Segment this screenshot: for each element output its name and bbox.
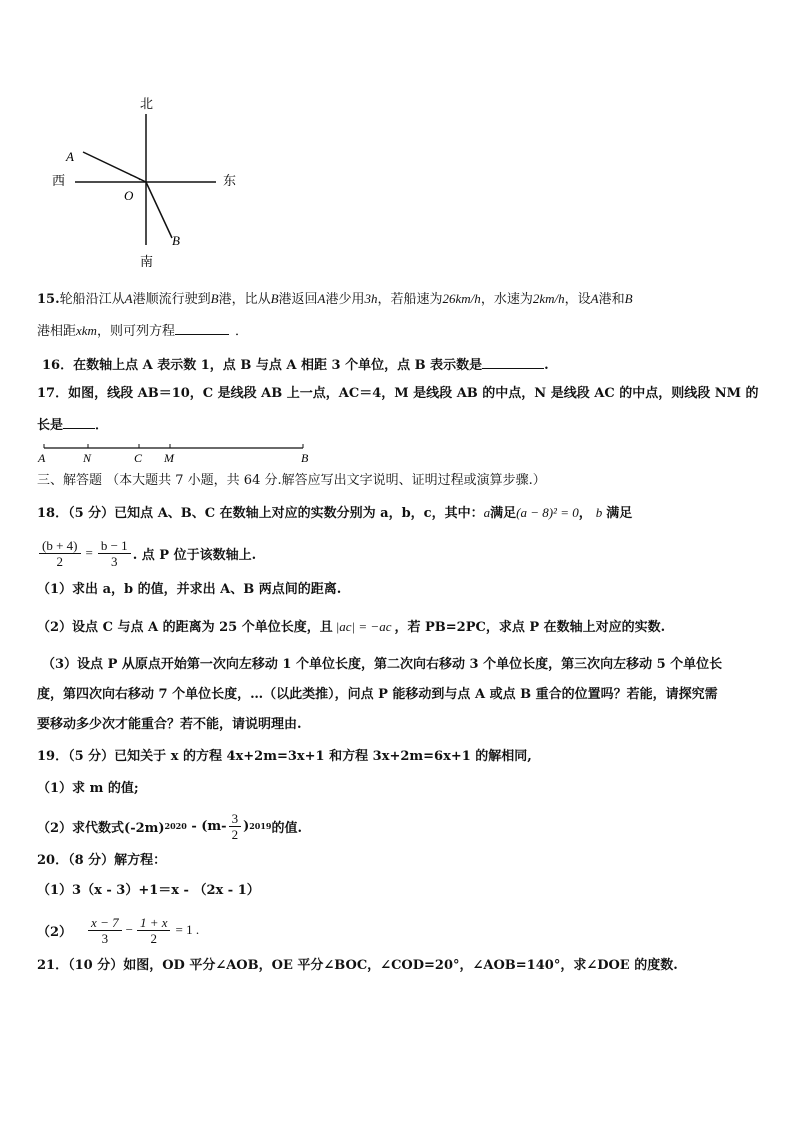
fraction-denominator: 2 bbox=[56, 553, 63, 569]
q20-label: （2） bbox=[37, 924, 73, 940]
q18-sub3-line2 bbox=[37, 685, 718, 705]
point-a-label: A bbox=[66, 149, 74, 164]
q20-fraction-1 bbox=[88, 915, 122, 946]
q19-text: - (m- bbox=[186, 818, 227, 834]
compass-figure bbox=[40, 90, 260, 270]
q20-line1 bbox=[37, 851, 166, 871]
q15-var: B bbox=[624, 291, 633, 306]
equals-sign: = bbox=[85, 545, 93, 560]
q19-text: 的值. bbox=[271, 820, 303, 836]
fraction-denominator: 3 bbox=[111, 553, 118, 569]
q15-text: 轮船沿江从 bbox=[59, 292, 125, 307]
q15-time: 3h bbox=[364, 291, 378, 306]
q17-line2 bbox=[37, 414, 108, 436]
q18-sub1-text: （1）求出 a，b 的值，并求出 A、B 两点间的距离. bbox=[37, 582, 342, 597]
q15-var: A bbox=[124, 291, 133, 306]
q18-text: 满足 bbox=[490, 506, 517, 521]
q15-var: B bbox=[270, 291, 279, 306]
q17-tail: ． bbox=[95, 418, 109, 433]
q15-text: ，若船速为 bbox=[377, 292, 443, 307]
q19-sub1 bbox=[37, 779, 139, 799]
q20-sub1-text: （1）3（x - 3）+1＝x - （2x - 1） bbox=[37, 883, 260, 898]
q20-sub2 bbox=[37, 910, 199, 950]
q18-line1 bbox=[37, 503, 632, 524]
q18-expression: (a − 8)² = 0 bbox=[516, 505, 579, 520]
q15-text: ，设 bbox=[564, 292, 591, 307]
q18-text: . 点 P 位于该数轴上. bbox=[132, 547, 257, 563]
fraction-denominator: 2 bbox=[231, 826, 239, 842]
q15-text: 港少用 bbox=[325, 292, 365, 307]
q18-line2 bbox=[37, 533, 256, 573]
point-b-label: B bbox=[172, 233, 180, 248]
section3-title bbox=[37, 471, 546, 491]
q19-sub2: （2）求代数式(-2m) 2020 - (m- $\frac{3}{2}$ ) 2019 的值. bbox=[37, 810, 303, 842]
segment-label-b: B bbox=[301, 451, 309, 465]
q18-sub2 bbox=[37, 617, 665, 638]
q15-text: 港和 bbox=[598, 292, 625, 307]
q17-text: 17．如图，线段 AB＝10，C 是线段 AB 上一点，AC＝4，M 是线段 AB 的中点，N 是线段 AC 的中点，则线段 NM 的 bbox=[37, 386, 759, 401]
ray-ob bbox=[146, 182, 172, 238]
q18-text: ，若 PB=2PC，求点 P 在数轴上对应的实数. bbox=[394, 620, 666, 635]
q18-sub1 bbox=[37, 580, 341, 600]
q19-text: 19．（5 分）已知关于 x 的方程 4x+2m=3x+1 和方程 3x+2m=6x+1 的解相同, bbox=[37, 749, 532, 764]
q18-sub3-line1 bbox=[42, 655, 722, 675]
q15-text: ，则可列方程 bbox=[96, 324, 175, 339]
segment-label-m: M bbox=[164, 451, 174, 465]
q18-text: ， bbox=[578, 506, 592, 521]
q19-line1 bbox=[37, 747, 532, 767]
q19-text: （2）求代数式(-2m) bbox=[37, 820, 165, 836]
q15-number: 15. bbox=[37, 292, 60, 307]
q15-text: 港相距 bbox=[37, 324, 77, 339]
fraction-numerator: 3 bbox=[229, 811, 242, 827]
fraction-numerator: b − 1 bbox=[98, 538, 131, 554]
q18-text: 度，第四次向右移动 7 个单位长度，…（以此类推），问点 P 能移动到与点 A 或点 B 重合的位置吗？若能，请探究需 bbox=[37, 687, 718, 702]
fraction-numerator: x − 7 bbox=[88, 915, 122, 931]
segment-label-n: N bbox=[83, 451, 92, 465]
q18-sub3-line3 bbox=[37, 715, 302, 735]
q15-ship-speed: 26km/h bbox=[442, 291, 481, 306]
segment-label-a: A bbox=[38, 451, 46, 465]
q20-text: 20．（8 分）解方程： bbox=[37, 853, 167, 868]
north-label: 北 bbox=[140, 96, 154, 111]
q19-text: ) bbox=[243, 818, 250, 834]
section3-title-text: 三、解答题 （本大题共 7 小题，共 64 分.解答应写出文字说明、证明过程或演算步骤.） bbox=[37, 473, 546, 488]
q18-text: 满足 bbox=[606, 506, 633, 521]
q15-answer-blank[interactable] bbox=[175, 320, 229, 335]
q15-var: A bbox=[317, 291, 326, 306]
q18-expression: |ac| = −ac bbox=[335, 619, 392, 634]
origin-label: O bbox=[124, 188, 134, 203]
q16-text: 16．在数轴上点 A 表示数 1，点 B 与点 A 相距 3 个单位，点 B 表示数是 bbox=[42, 358, 483, 373]
minus-sign: − bbox=[125, 922, 133, 937]
q15-text: ，水速为 bbox=[480, 292, 533, 307]
q18-fraction-2 bbox=[98, 538, 131, 569]
q15-distance: xkm bbox=[76, 323, 97, 338]
q15-text: ． bbox=[234, 324, 248, 339]
fraction-denominator: 2 bbox=[150, 930, 157, 946]
q20-sub1 bbox=[37, 881, 260, 901]
q17-line1 bbox=[37, 384, 759, 404]
q18-var: a bbox=[483, 505, 491, 520]
q18-var: b bbox=[595, 505, 603, 520]
fraction-denominator: 3 bbox=[101, 930, 109, 946]
q18-text: （2）设点 C 与点 A 的距离为 25 个单位长度，且 bbox=[37, 620, 333, 635]
west-label: 西 bbox=[52, 173, 66, 188]
q19-fraction bbox=[229, 811, 242, 842]
q20-fraction-2 bbox=[137, 915, 171, 946]
q15-text: 港，比从 bbox=[218, 292, 271, 307]
q18-text: 要移动多少次才能重合？若不能，请说明理由. bbox=[37, 717, 302, 732]
q16-line bbox=[42, 354, 549, 376]
q21-text: 21．（10 分）如图，OD 平分∠AOB，OE 平分∠BOC，∠COD=20°，∠AOB=140°，求∠DOE 的度数. bbox=[37, 958, 678, 973]
q15-var: A bbox=[590, 291, 599, 306]
q18-text: 18．（5 分）已知点 A、B、C 在数轴上对应的实数分别为 a，b，c，其中： bbox=[37, 506, 484, 521]
q18-fraction-1 bbox=[39, 538, 81, 569]
q15-text: 港返回 bbox=[278, 292, 318, 307]
south-label: 南 bbox=[140, 254, 154, 269]
fraction-numerator: 1 + x bbox=[137, 915, 171, 931]
east-label: 东 bbox=[223, 173, 237, 188]
q15-line2 bbox=[37, 320, 248, 342]
segment-figure bbox=[35, 440, 325, 466]
equation-rhs: = 1 . bbox=[175, 922, 200, 937]
q21-line bbox=[37, 956, 678, 976]
q15-line1 bbox=[37, 289, 633, 310]
q15-var: B bbox=[210, 291, 219, 306]
q18-text: （3）设点 P 从原点开始第一次向左移动 1 个单位长度，第二次向右移动 3 个单位长度，第三次向左移动 5 个单位长 bbox=[42, 657, 723, 672]
q15-water-speed: 2km/h bbox=[532, 291, 565, 306]
fraction-numerator: (b + 4) bbox=[39, 538, 81, 554]
q16-tail: . bbox=[544, 358, 549, 373]
q19-sub1-text: （1）求 m 的值; bbox=[37, 781, 139, 796]
segment-label-c: C bbox=[134, 451, 143, 465]
q16-answer-blank[interactable] bbox=[482, 354, 544, 369]
q17-answer-blank[interactable] bbox=[63, 414, 95, 429]
q17-text: 长是 bbox=[37, 418, 64, 433]
q15-text: 港顺流行驶到 bbox=[132, 292, 211, 307]
